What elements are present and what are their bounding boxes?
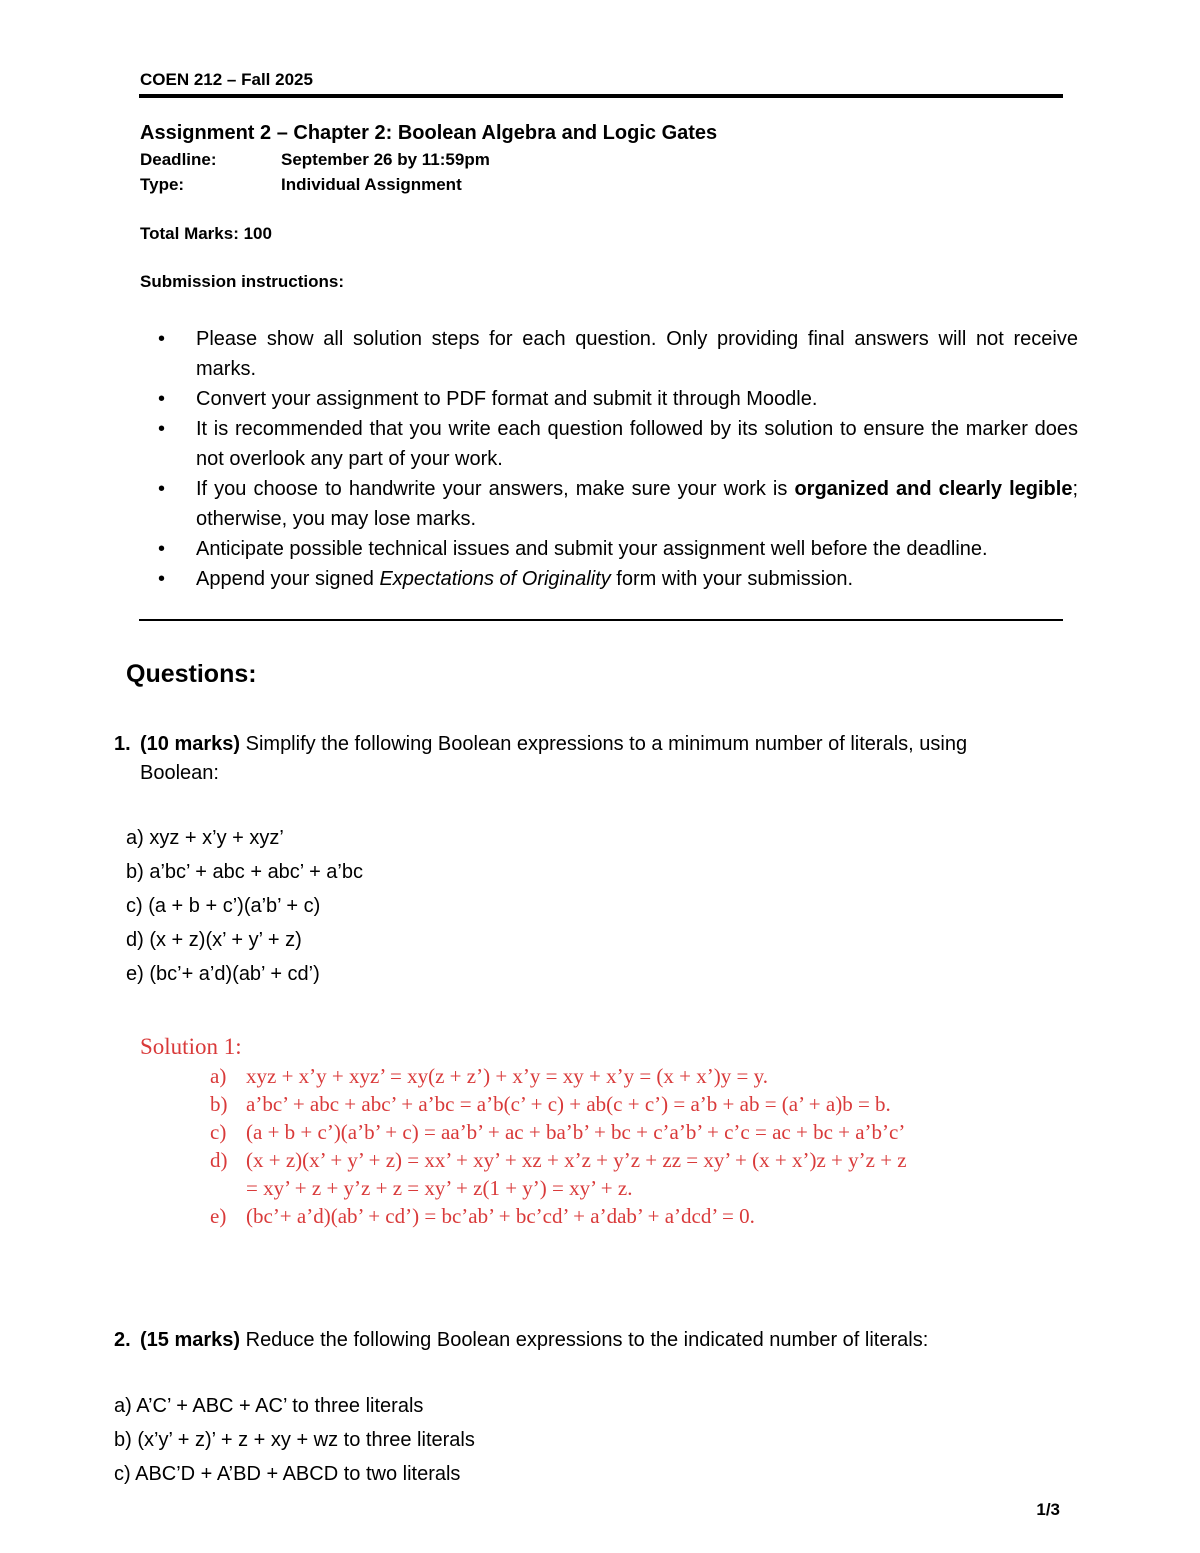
question-2-marks: (15 marks) [140, 1329, 241, 1351]
questions-heading: Questions: [126, 660, 257, 688]
question-1 [114, 730, 1074, 788]
q1-item-a: a) xyz + x’y + xyz’ [126, 827, 284, 849]
solution-1-body: a) xyz + x’y + xyz’ = xy(z + z’) + x’y = xy + x’y = (x + x’)y = y. b) a’bc’ + abc + abc’ + a’bc = a’b(c’ + c) + ab(c + c’) = a’b + ab = (a’ + a)b = b. c) (a + b + c’)(a’b’ + c) = aa’b’ + ac + ba’b’ + bc + c’a’b’ + c’c = ac + bc + a’b’c’ d) (x + z)(x’ + y’ + z) = xx’ + xy’ + xz + x’z + y’z + zz = xy’ + (x + x’)z + y’z + z = xy’ + z + y’z + z = xy’ + z(1 + y’) = xy’ + z. e) (bc’+ a’d)(ab’ + cd’) = bc’ab’ + bc’cd’ + a’dab’ + a’dcd’ = 0. [210, 1064, 907, 1228]
question-1-text: Simplify the following Boolean expressions to a minimum number of literals, using [240, 733, 968, 755]
bullet-icon: • [158, 328, 166, 350]
type-row [140, 175, 462, 195]
assignment-title: Assignment 2 – Chapter 2: Boolean Algebra and Logic Gates [140, 122, 718, 144]
q2-item-c: c) ABC’D + A’BD + ABCD to two literals [114, 1463, 461, 1485]
instruction-item: • If you choose to handwrite your answers, make sure your work is organized and clearly legible; otherwise, you may lose marks. [158, 474, 1078, 534]
deadline-value: September 26 by 11:59pm [281, 150, 490, 169]
section-divider [139, 619, 1063, 621]
type-value: Individual Assignment [281, 175, 462, 194]
solution-1-a: xyz + x’y + xyz’ = xy(z + z’) + x’y = xy + x’y = (x + x’)y = y. [246, 1064, 768, 1088]
instruction-item: • Please show all solution steps for each question. Only providing final answers will not receive marks. [158, 324, 1078, 384]
solution-1-d-cont: = xy’ + z + y’z + z = xy’ + z(1 + y’) = xy’ + z. [246, 1176, 633, 1200]
q2-item-b: b) (x’y’ + z)’ + z + xy + wz to three literals [114, 1429, 475, 1451]
course-header: COEN 212 – Fall 2025 [140, 70, 313, 89]
header-rule [139, 94, 1063, 98]
instruction-item: • Convert your assignment to PDF format and submit it through Moodle. [158, 384, 1078, 414]
question-1-marks: (10 marks) [140, 733, 241, 755]
bullet-icon: • [158, 388, 166, 410]
question-1-number: 1. [114, 733, 131, 755]
page-number: 1/3 [1036, 1500, 1060, 1519]
bullet-icon: • [158, 568, 166, 590]
solution-1-e: (bc’+ a’d)(ab’ + cd’) = bc’ab’ + bc’cd’ + a’dab’ + a’dcd’ = 0. [246, 1204, 755, 1228]
q1-item-d: d) (x + z)(x’ + y’ + z) [126, 929, 302, 951]
solution-1-c: (a + b + c’)(a’b’ + c) = aa’b’ + ac + ba’b’ + bc + c’a’b’ + c’c = ac + bc + a’b’c’ [246, 1120, 906, 1144]
instruction-item: • It is recommended that you write each question followed by its solution to ensure the marker does not overlook any part of your work. [158, 414, 1078, 474]
solution-1-heading: Solution 1: [140, 1034, 242, 1059]
q1-item-e: e) (bc’+ a’d)(ab’ + cd’) [126, 963, 320, 985]
bullet-icon: • [158, 538, 166, 560]
total-marks: Total Marks: 100 [140, 224, 272, 243]
bullet-icon: • [158, 418, 166, 440]
solution-1-b: a’bc’ + abc + abc’ + a’bc = a’b(c’ + c) + ab(c + c’) = a’b + ab = (a’ + a)b = b. [246, 1092, 891, 1116]
type-label: Type: [140, 175, 185, 194]
solution-1-d: (x + z)(x’ + y’ + z) = xx’ + xy’ + xz + x’z + y’z + zz = xy’ + (x + x’)z + y’z + z [246, 1148, 907, 1172]
instruction-item: • Anticipate possible technical issues and submit your assignment well before the deadline. [158, 534, 1078, 564]
q1-item-b: b) a’bc’ + abc + abc’ + a’bc [126, 861, 363, 883]
bullet-icon: • [158, 478, 166, 500]
instructions-list [158, 324, 1078, 594]
submission-heading: Submission instructions: [140, 272, 345, 291]
question-2 [114, 1326, 1074, 1355]
deadline-label: Deadline: [140, 150, 217, 169]
question-2-number: 2. [114, 1329, 131, 1351]
q1-item-c: c) (a + b + c’)(a’b’ + c) [126, 895, 321, 917]
deadline-row [140, 150, 490, 170]
question-1-text-cont: Boolean: [140, 762, 219, 784]
question-2-text: Reduce the following Boolean expressions to the indicated number of literals: [240, 1329, 929, 1351]
instruction-item: • Append your signed Expectations of Originality form with your submission. [158, 564, 1078, 594]
q2-item-a: a) A’C’ + ABC + AC’ to three literals [114, 1395, 424, 1417]
